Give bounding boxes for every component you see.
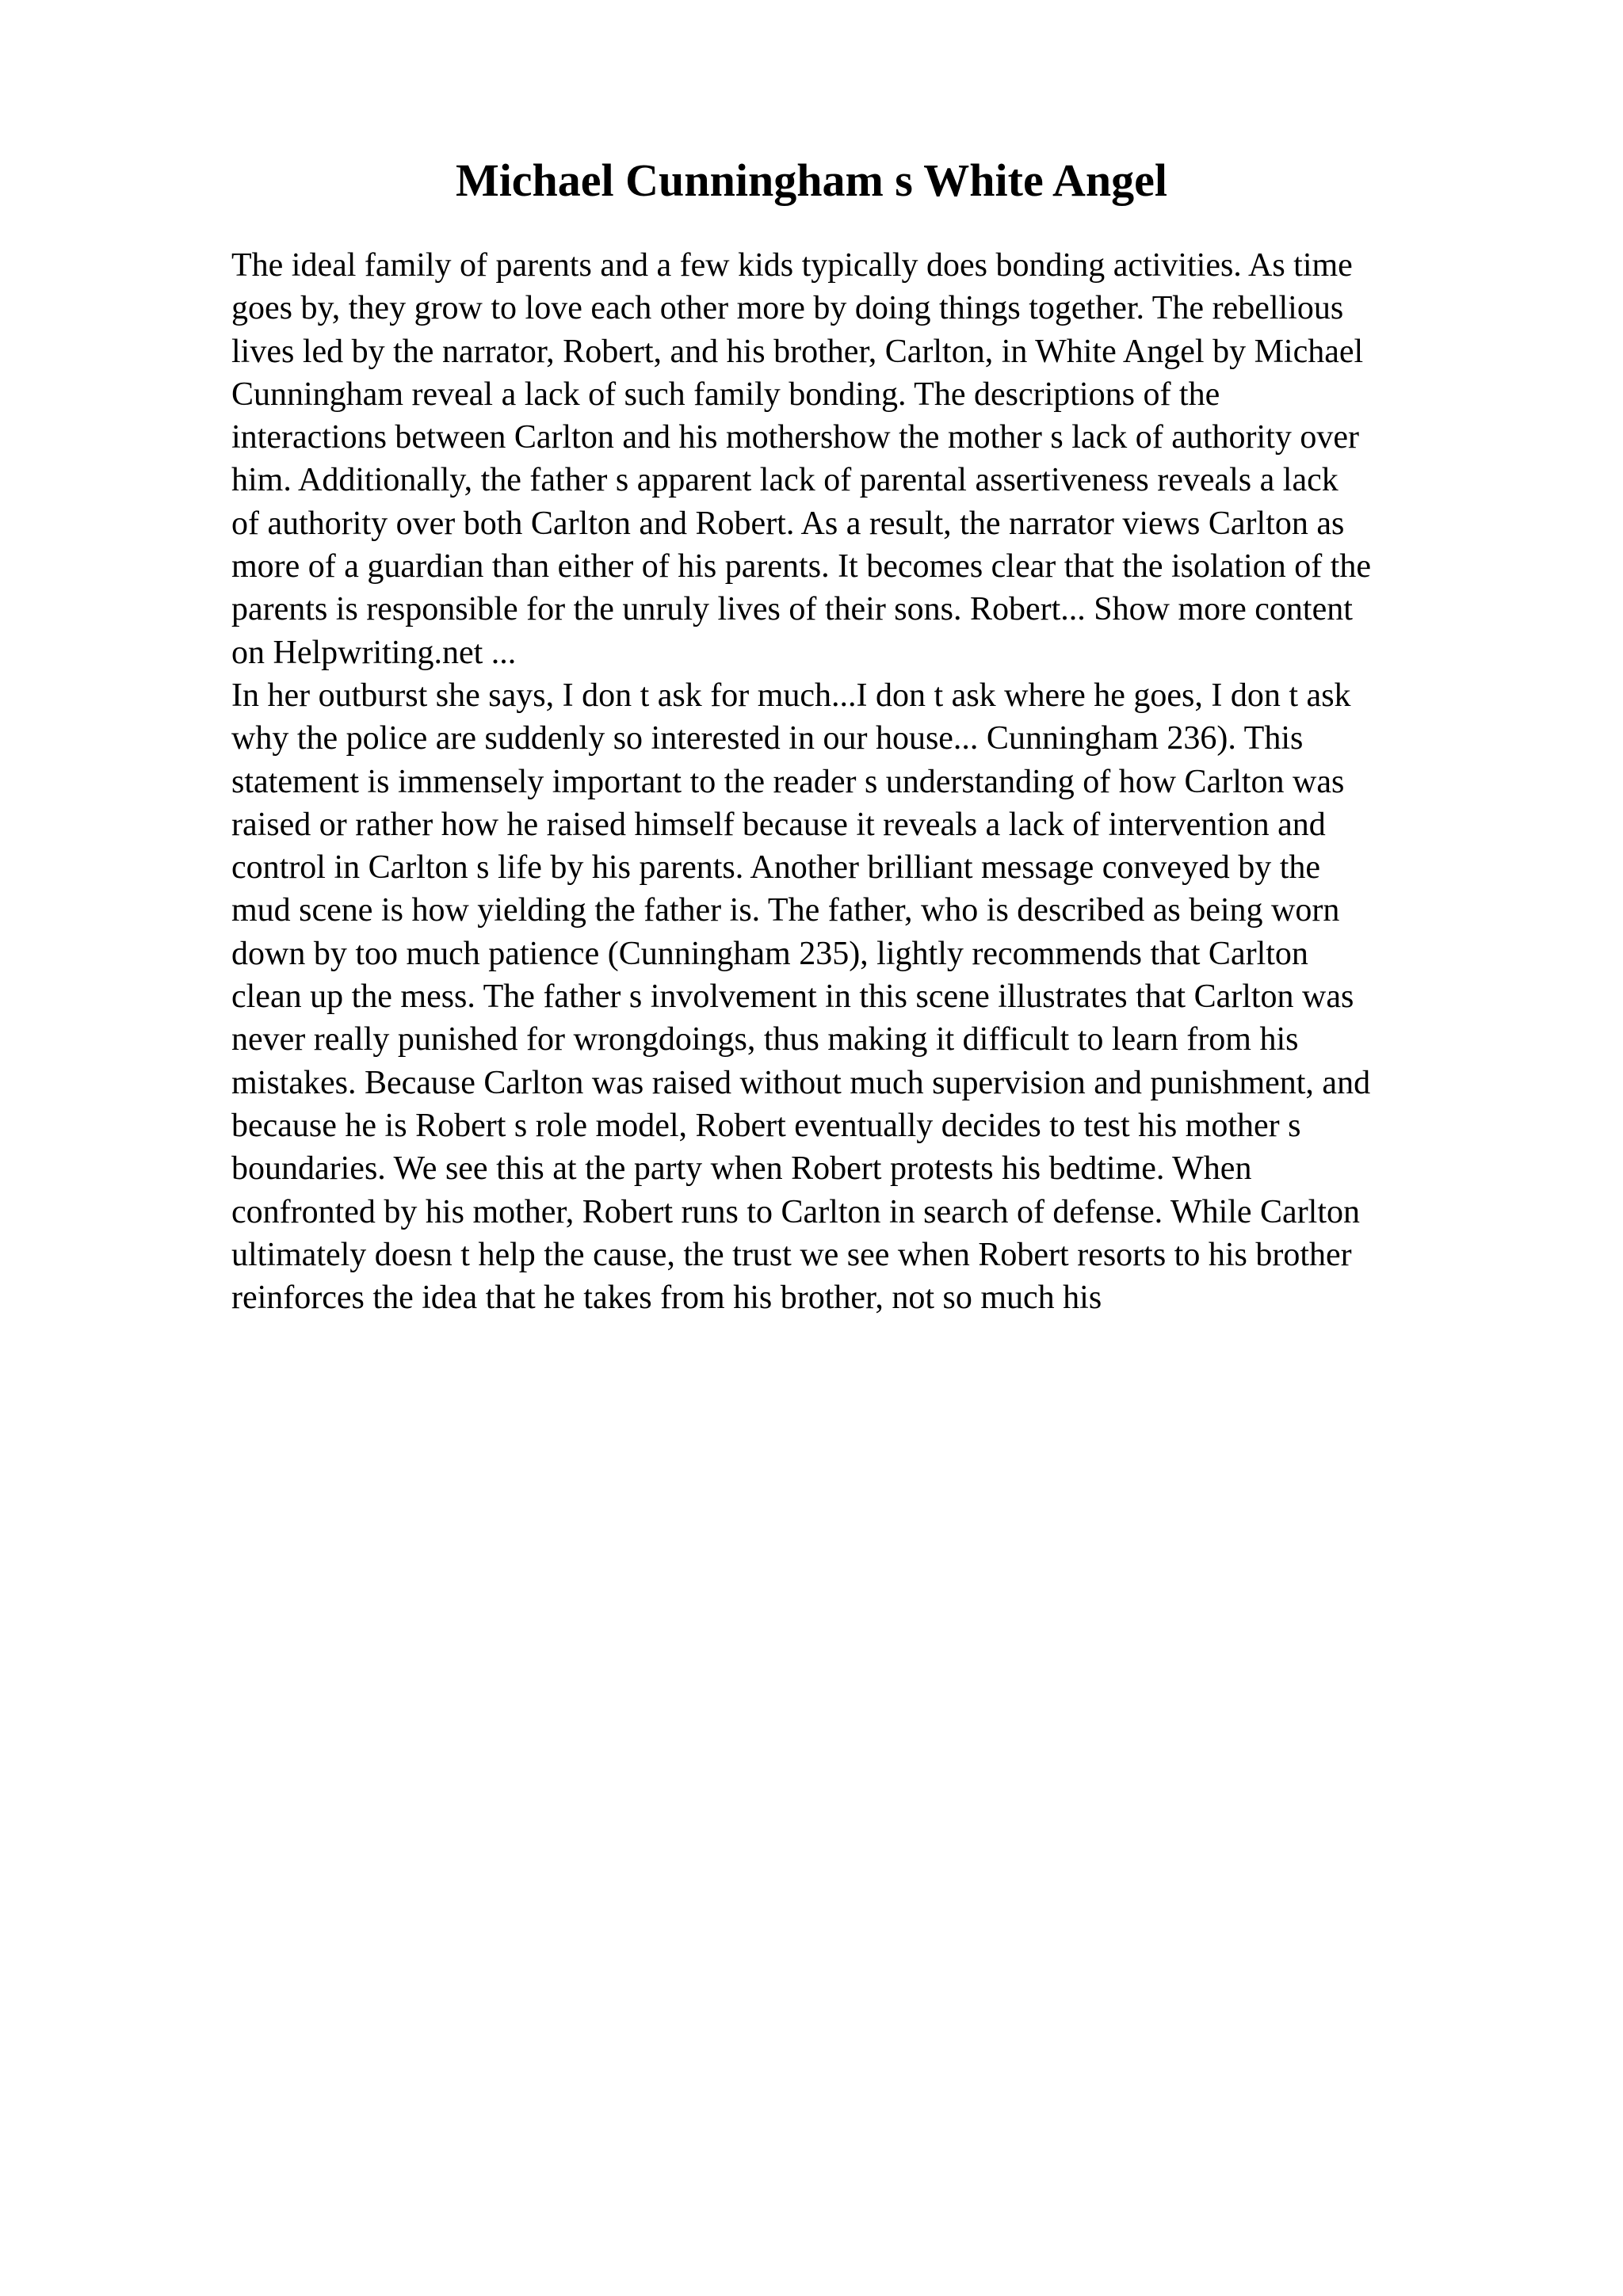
text-line: on Helpwriting.net ...: [231, 634, 517, 671]
text-line: down by too much patience (Cunningham 235), lightly recommends that Carlton: [231, 935, 1308, 972]
text-line: boundaries. We see this at the party when Robert protests his bedtime. When: [231, 1150, 1252, 1188]
text-line: of authority over both Carlton and Robert. As a result, the narrator views Carlton as: [231, 505, 1345, 542]
text-line: because he is Robert s role model, Robert eventually decides to test his mother s: [231, 1107, 1301, 1144]
text-line: mistakes. Because Carlton was raised without much supervision and punishment, and: [231, 1064, 1371, 1101]
text-line: mud scene is how yielding the father is. The father, who is described as being worn: [231, 892, 1340, 929]
text-line: reinforces the idea that he takes from his brother, not so much his: [231, 1280, 1102, 1317]
text-line: The ideal family of parents and a few kids typically does bonding activities. As time: [231, 247, 1353, 284]
text-line: clean up the mess. The father s involvement in this scene illustrates that Carlton was: [231, 978, 1354, 1016]
text-line: In her outburst she says, I don t ask for much...I don t ask where he goes, I don t ask: [231, 677, 1351, 714]
text-line: never really punished for wrongdoings, thus making it difficult to learn from his: [231, 1021, 1299, 1058]
body-text: [231, 244, 1515, 1319]
text-line: interactions between Carlton and his mothershow the mother s lack of authority over: [231, 419, 1359, 456]
text-line: more of a guardian than either of his parents. It becomes clear that the isolation of the: [231, 548, 1371, 585]
text-line: parents is responsible for the unruly lives of their sons. Robert... Show more content: [231, 591, 1353, 628]
text-line: him. Additionally, the father s apparent lack of parental assertiveness reveals a lack: [231, 462, 1338, 499]
text-line: control in Carlton s life by his parents. Another brilliant message conveyed by the: [231, 849, 1321, 887]
text-line: ultimately doesn t help the cause, the trust we see when Robert resorts to his brother: [231, 1236, 1352, 1273]
text-line: confronted by his mother, Robert runs to Carlton in search of defense. While Carlton: [231, 1193, 1361, 1230]
text-line: raised or rather how he raised himself because it reveals a lack of intervention and: [231, 806, 1326, 843]
text-line: why the police are suddenly so interested in our house... Cunningham 236). This: [231, 720, 1304, 757]
text-line: lives led by the narrator, Robert, and his brother, Carlton, in White Angel by Michael: [231, 333, 1364, 370]
page-title: Michael Cunningham s White Angel: [455, 154, 1168, 206]
text-line: statement is immensely important to the reader s understanding of how Carlton was: [231, 763, 1345, 800]
text-line: Cunningham reveal a lack of such family bonding. The descriptions of the: [231, 376, 1220, 413]
text-line: goes by, they grow to love each other more by doing things together. The rebellious: [231, 290, 1344, 327]
